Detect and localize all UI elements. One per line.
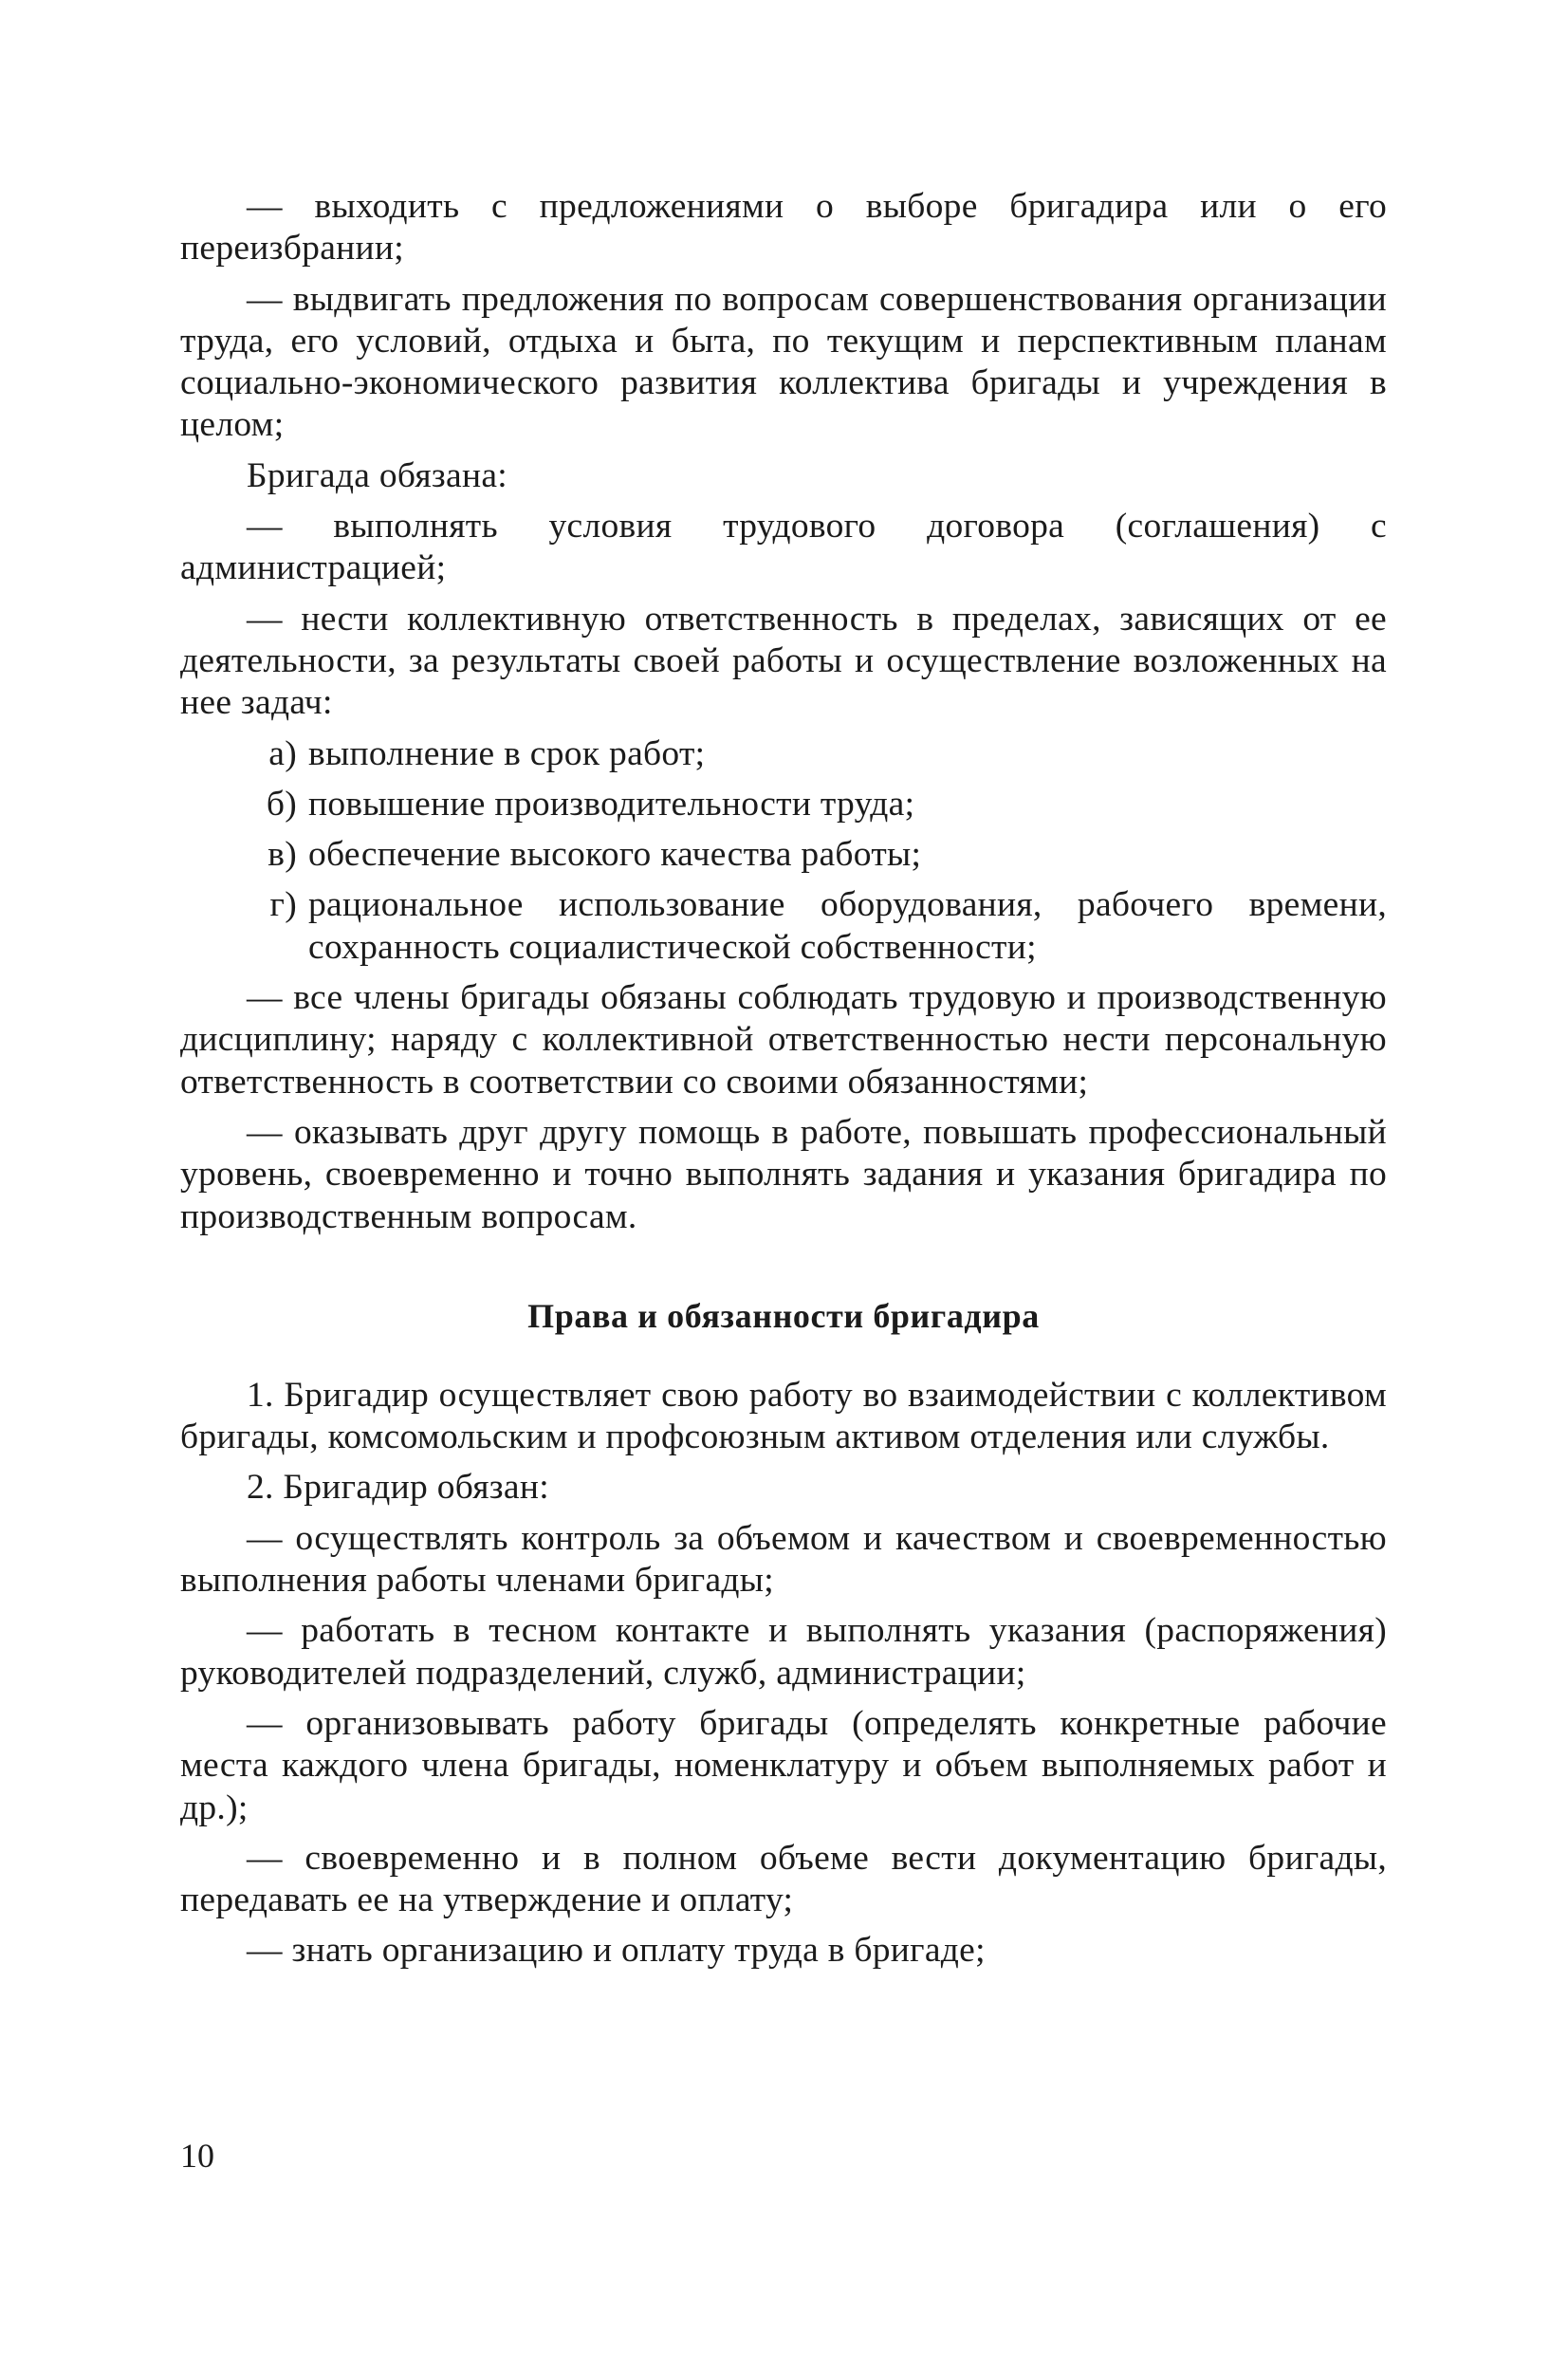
paragraph: — все члены бригады обязаны соблюдать трудовую и производственную дисциплину; наряду с коллективной ответственностью нести персональную ответственность в соответствии со своими обязанностями;	[180, 978, 1387, 1102]
paragraph: — осуществлять контроль за объемом и качеством и своевременностью выполнения работы членами бригады;	[180, 1518, 1387, 1601]
list-item	[180, 733, 1387, 775]
paragraph: — своевременно и в полном объеме вести документацию бригады, передавать ее на утверждение и оплату;	[180, 1838, 1387, 1920]
paragraph: — оказывать друг другу помощь в работе, повышать профессиональный уровень, своевременно и точно выполнять задания и указания бригадира по производственным вопросам.	[180, 1112, 1387, 1236]
paragraph: 2. Бригадир обязан:	[247, 1468, 549, 1508]
paragraph: — выходить с предложениями о выборе бригадира или о его переизбрании;	[180, 187, 1387, 269]
paragraph: — знать организацию и оплату труда в бригаде;	[247, 1931, 986, 1971]
page-number: 10	[180, 2137, 214, 2175]
section-heading: Права и обязанности бригадира	[527, 1296, 1040, 1335]
paragraph: — нести коллективную ответственность в пределах, зависящих от ее деятельности, за результаты своей работы и осуществление возложенных на нее задач:	[180, 599, 1387, 723]
list-text: обеспечение высокого качества работы;	[308, 835, 922, 875]
list-marker: г)	[269, 885, 297, 925]
list-item	[180, 784, 1387, 825]
paragraph: — организовывать работу бригады (определять конкретные рабочие места каждого члена бригады, номенклатуру и объем выполняемых работ и др.);	[180, 1703, 1387, 1827]
list-item	[180, 834, 1387, 876]
paragraph: — выполнять условия трудового договора (соглашения) с администрацией;	[180, 507, 1387, 588]
list-item	[180, 884, 1387, 969]
list-marker: а)	[268, 733, 297, 773]
list-text: выполнение в срок работ;	[308, 733, 706, 773]
list-text: рациональное использование оборудования, рабочего времени, сохранность социалистической собственности;	[308, 885, 1387, 967]
list-marker: б)	[266, 784, 297, 824]
paragraph: Бригада обязана:	[247, 455, 508, 495]
page-text	[180, 186, 1387, 1981]
list-text: повышение производительности труда;	[308, 784, 915, 824]
paragraph: — работать в тесном контакте и выполнять указания (распоряжения) руководителей подразделений, служб, администрации;	[180, 1611, 1387, 1693]
list-marker: в)	[267, 835, 297, 875]
paragraph: — выдвигать предложения по вопросам совершенствования организации труда, его условий, отдыха и быта, по текущим и перспективным планам социально-экономического развития коллектива бригады и учреждения в целом;	[180, 279, 1387, 445]
paragraph: 1. Бригадир осуществляет свою работу во взаимодействии с коллективом бригады, комсомольским и профсоюзным активом отделения или службы.	[180, 1375, 1387, 1457]
